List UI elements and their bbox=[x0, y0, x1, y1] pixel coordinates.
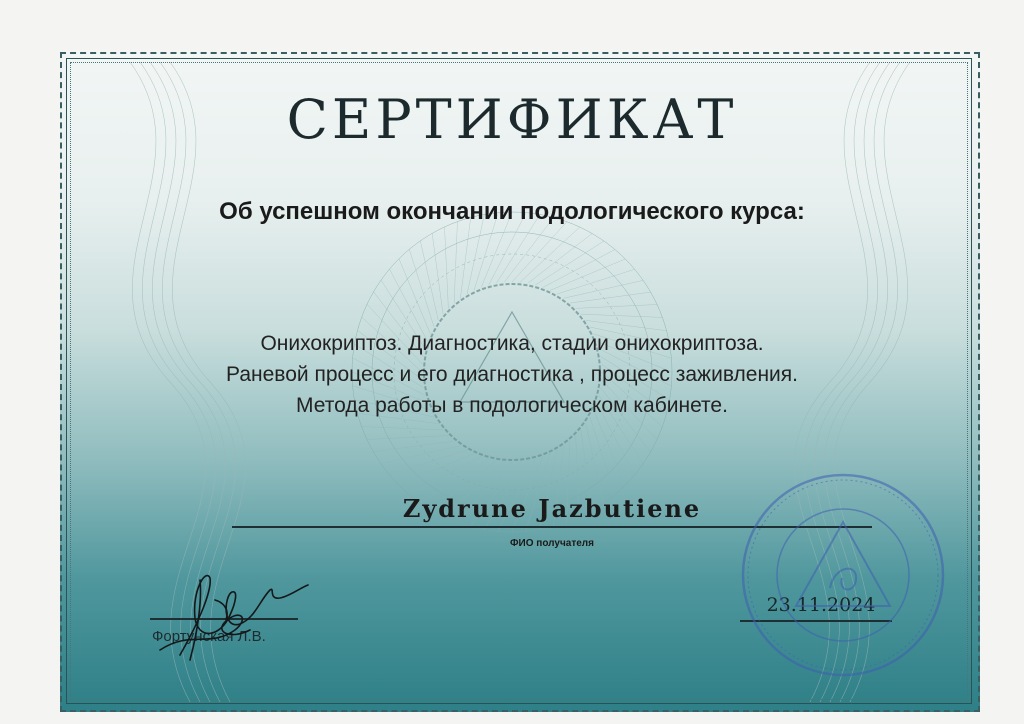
certificate-subtitle: Об успешном окончании подологического курса: bbox=[219, 198, 805, 225]
topic-line: Раневой процесс и его диагностика , процесс заживления. bbox=[226, 363, 798, 386]
topic-line: Онихокриптоз. Диагностика, стадии онихокриптоза. bbox=[260, 332, 764, 355]
issue-date: 23.11.2024 bbox=[766, 594, 876, 616]
certificate-title: СЕРТИФИКАТ bbox=[286, 88, 738, 151]
recipient-caption: ФИО получателя bbox=[510, 538, 594, 549]
signer-name: Фортунская Л.В. bbox=[152, 628, 266, 645]
course-topics bbox=[0, 328, 1024, 421]
stamp-icon bbox=[738, 470, 948, 680]
topic-line: Метода работы в подологическом кабинете. bbox=[296, 394, 728, 417]
recipient-name: Zydrune Jazbutiene bbox=[402, 494, 702, 523]
signature-icon bbox=[140, 560, 320, 670]
